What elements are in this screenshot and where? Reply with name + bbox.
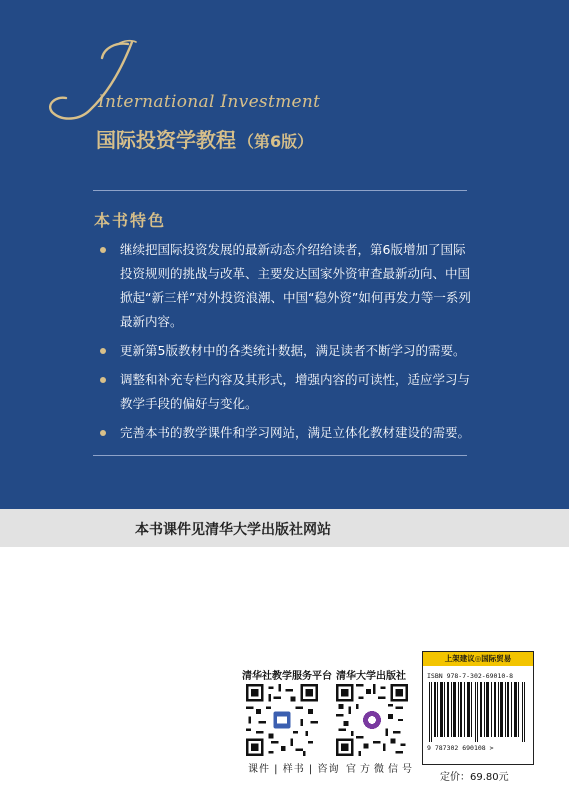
script-i-logo-icon bbox=[40, 38, 300, 128]
isbn-barcode-block bbox=[422, 651, 534, 765]
features-heading: 本书特色 bbox=[94, 211, 167, 230]
features-list bbox=[96, 238, 476, 450]
courseware-text: 本书课件见清华大学出版社网站 bbox=[135, 522, 331, 538]
logo-text: International Investment bbox=[98, 92, 321, 112]
bullet-dot-icon bbox=[100, 377, 106, 383]
top-divider bbox=[93, 190, 467, 191]
feature-text: 完善本书的教学课件和学习网站，满足立体化教材建设的需要。 bbox=[120, 425, 471, 440]
qr-right-caption: 官方微信号 bbox=[346, 764, 416, 775]
feature-item bbox=[96, 421, 476, 445]
qr-left-caption: 课件 | 样书 | 咨询 bbox=[248, 764, 340, 775]
shelf-suggestion: 上架建议◎国际贸易 bbox=[423, 652, 533, 666]
courseware-band bbox=[0, 509, 569, 547]
isbn-number: ISBN 978-7-302-69010-8 bbox=[427, 672, 514, 680]
bullet-dot-icon bbox=[100, 430, 106, 436]
book-title bbox=[96, 124, 313, 153]
feature-text: 继续把国际投资发展的最新动态介绍给读者，第6版增加了国际投资规则的挑战与改革、主要发达国家外资审查最新动向、中国掀起“新三样”对外投资浪潮、中国“稳外资”如何再发力等一系列最新内容。 bbox=[120, 242, 471, 329]
feature-text: 调整和补充专栏内容及其形式，增强内容的可读性，适应学习与教学手段的偏好与变化。 bbox=[120, 372, 471, 411]
series-logo bbox=[40, 38, 321, 128]
qr-code-left-icon[interactable] bbox=[246, 684, 318, 756]
bottom-divider bbox=[93, 455, 467, 456]
qr-code-right-icon[interactable] bbox=[336, 684, 408, 756]
bullet-dot-icon bbox=[100, 348, 106, 354]
price-label: 定价：69.80元 bbox=[440, 772, 509, 783]
feature-item bbox=[96, 238, 476, 334]
feature-item bbox=[96, 339, 476, 363]
barcode-digits: 9 787302 690108 > bbox=[427, 744, 494, 752]
feature-item bbox=[96, 368, 476, 416]
book-title-text: 国际投资学教程 bbox=[96, 128, 236, 152]
edition-label: （第6版） bbox=[238, 132, 314, 151]
barcode-icon bbox=[427, 682, 529, 742]
qr-right-label: 清华大学出版社 bbox=[336, 671, 406, 682]
feature-text: 更新第5版教材中的各类统计数据，满足读者不断学习的需要。 bbox=[120, 343, 466, 358]
bullet-dot-icon bbox=[100, 247, 106, 253]
qr-left-label: 清华社教学服务平台 bbox=[242, 671, 332, 682]
